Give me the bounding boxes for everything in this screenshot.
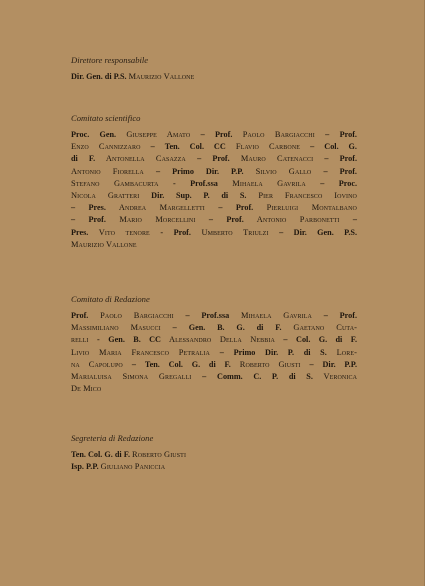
cs-line: Nicola Gratteri Dir. Sup. P. di S. Pier Francesco Iovino	[71, 191, 357, 201]
cs-line: Stefano Gambacurta - Prof.ssa Mihaela Gavrila – Proc.	[71, 178, 357, 188]
comitato-redazione-section	[71, 293, 357, 395]
cs-line: Maurizio Vallone	[71, 239, 137, 249]
segreteria-section	[71, 432, 357, 473]
cs-line: Antonio Fiorella – Primo Dir. P.P. Silvio Gallo – Prof.	[71, 166, 357, 176]
direttore-entry	[71, 71, 357, 83]
comitato-scientifico-list	[71, 129, 357, 251]
cr-line: relli - Gen. B. CC Alessandro Della Nebbia – Col. G. di F.	[71, 335, 357, 345]
segreteria-list	[71, 449, 357, 473]
cr-line: Livio Maria Francesco Petralia – Primo Dir. P. di S. Lore-	[71, 347, 357, 357]
comitato-scientifico-section	[71, 112, 357, 251]
cr-line: Prof. Paolo Bargiacchi – Prof.ssa Mihaela Gavrila – Prof.	[71, 311, 358, 320]
cs-line: Proc. Gen. Giuseppe Amato – Prof. Paolo Bargiacchi – Prof.	[71, 130, 357, 139]
comitato-redazione-title: Comitato di Redazione	[71, 294, 150, 304]
cr-line: Massimiliano Masucci – Gen. B. G. di F. Gaetano Cuta-	[71, 323, 358, 333]
cs-line: – Pres. Andrea Margelletti – Prof. Pierluigi Montalbano	[71, 203, 357, 213]
comitato-redazione-list	[71, 310, 357, 395]
cs-line: di F. Antonella Casazza – Prof. Mauro Catenacci – Prof.	[71, 154, 357, 164]
direttore-name: Maurizio Vallone	[128, 72, 195, 81]
segreteria-name: Giuliano Paniccia	[100, 462, 166, 472]
cr-line: na Capolupo – Ten. Col. G. di F. Roberto Giusti – Dir. P.P.	[71, 359, 358, 369]
segreteria-entry	[71, 449, 357, 461]
segreteria-title: Segreteria di Redazione	[71, 433, 154, 443]
segreteria-name: Roberto Giusti	[132, 450, 187, 459]
cs-line: Pres. Vito tenore - Prof. Umberto Triulzi – Dir. Gen. P.S.	[71, 227, 357, 237]
comitato-scientifico-title: Comitato scientifico	[71, 113, 141, 123]
direttore-title: Direttore responsabile	[71, 55, 149, 65]
segreteria-rank: Isp. P.P.	[71, 462, 101, 472]
segreteria-rank: Ten. Col. G. di F.	[71, 450, 133, 459]
segreteria-entry	[71, 461, 357, 473]
cs-line: Enzo Cannizzaro – Ten. Col. CC Flavio Carbone – Col. G.	[71, 142, 357, 152]
direttore-rank: Dir. Gen. di P.S.	[71, 72, 127, 81]
cs-line: – Prof. Mario Morcellini – Prof. Antonio Parbonetti –	[71, 215, 357, 225]
direttore-section	[71, 54, 357, 83]
cr-line: Marialuisa Simona Gregalli – Comm. C. P. di S. Veronica	[71, 372, 357, 382]
cr-line: De Mico	[71, 384, 102, 394]
